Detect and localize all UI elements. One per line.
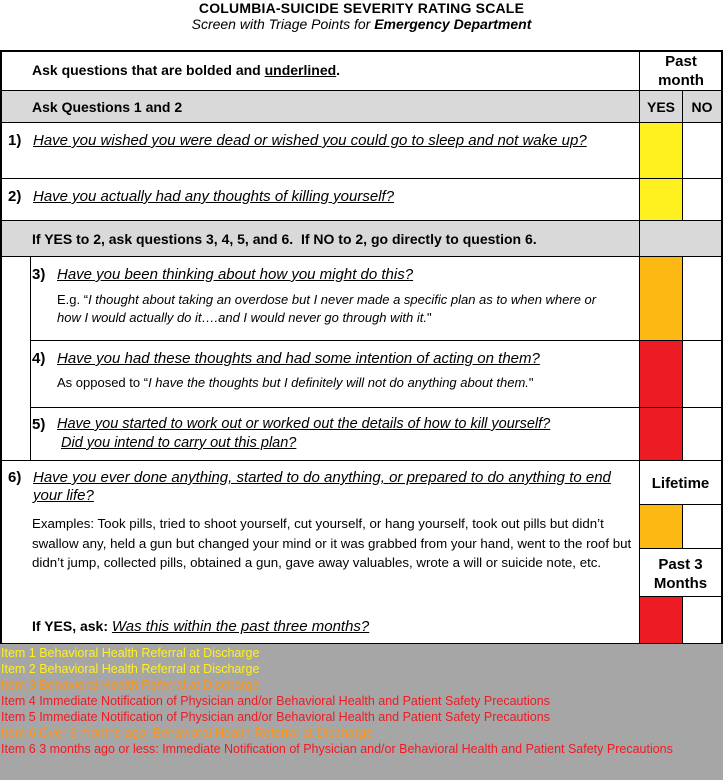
- lifetime-row-line: [639, 504, 723, 505]
- row-line: [0, 220, 723, 221]
- legend-item: Item 6 Over 3 months ago: Behavioral Health Referral at Discharge: [1, 726, 373, 740]
- q2-text: Have you actually had any thoughts of killing yourself?: [33, 188, 395, 205]
- q4-opposed-suffix: ": [528, 375, 534, 390]
- form-title: COLUMBIA-SUICIDE SEVERITY RATING SCALE: [198, 0, 525, 16]
- instructions: [32, 62, 340, 78]
- q3-example: [57, 291, 617, 327]
- form-subtitle: [0, 16, 723, 32]
- past3-row-line: [639, 596, 723, 597]
- legend-item: Item 2 Behavioral Health Referral at Discharge: [1, 662, 260, 676]
- subtitle-emphasis: Emergency Department: [374, 16, 532, 32]
- row-line: [0, 90, 723, 91]
- legend-item: Item 6 3 months ago or less: Immediate Notification of Physician and/or Behavioral Health and Patient Safety Precautions: [1, 742, 673, 756]
- col-past-3-months: Past 3 Months: [653, 556, 708, 592]
- q4-opposed-prefix: As opposed to “: [57, 375, 149, 390]
- col-lifetime: Lifetime: [651, 475, 710, 492]
- q6-number: 6): [8, 469, 22, 486]
- q6-examples: Examples: Took pills, tried to shoot yourself, cut yourself, or hang yourself, took out pills but didn’t swallow any, held a gun but changed your mind or it was grabbed from your hand, went to the roof but didn’t jump, collected pills, obtained a gun, gave away valuables, wrote a will or suicide note, etc.: [32, 516, 632, 570]
- row-line: [0, 256, 723, 257]
- subtitle-prefix: Screen with Triage Points for: [191, 16, 375, 32]
- q4-opposed: [57, 375, 534, 390]
- q2-yes-cell[interactable]: [640, 179, 682, 220]
- legend-item: Item 1 Behavioral Health Referral at Discharge: [1, 646, 260, 660]
- q3-number: 3): [32, 266, 46, 283]
- q1-number: 1): [8, 132, 22, 149]
- q3-example-text: I thought about taking an overdose but I never made a specific plan as to when where or how I would actually do it….and I would never go through with it.: [57, 292, 597, 325]
- q4-number: 4): [32, 350, 46, 367]
- q4-yes-cell[interactable]: [640, 341, 682, 407]
- row-line: [0, 460, 723, 461]
- column-divider-yes-no-lower: [682, 256, 683, 461]
- instructions-end: .: [336, 62, 341, 78]
- col-past-month: Past month: [658, 53, 704, 89]
- column-divider-yes-no-lifetime: [682, 504, 683, 549]
- col-yes: YES: [646, 99, 675, 115]
- table-border-left: [0, 50, 2, 644]
- lifetime-row-line: [639, 548, 723, 549]
- q6-lifetime-yes-cell[interactable]: [640, 505, 682, 548]
- instructions-underlined: underlined: [264, 62, 337, 78]
- q1-text: Have you wished you were dead or wished you could go to sleep and not wake up?: [33, 132, 587, 149]
- q5-text-line2: Did you intend to carry out this plan?: [61, 435, 297, 451]
- column-divider-yes-no-past3: [682, 596, 683, 644]
- instructions-text: Ask questions that are bolded and: [32, 62, 265, 78]
- row-line-inner: [30, 340, 723, 341]
- q6-text: Have you ever done anything, started to do anything, or prepared to do anything to end your life?: [33, 469, 611, 504]
- q5-yes-cell[interactable]: [640, 408, 682, 460]
- row-line-inner: [30, 407, 723, 408]
- q5-number: 5): [32, 416, 46, 433]
- q4-opposed-text: I have the thoughts but I definitely will not do anything about them.: [148, 375, 529, 390]
- legend-item: Item 4 Immediate Notification of Physician and/or Behavioral Health and Patient Safety Precautions: [1, 694, 550, 708]
- q5-text-line1: Have you started to work out or worked out the details of how to kill yourself?: [57, 416, 551, 432]
- q6-followup-text: Was this within the past three months?: [111, 618, 370, 635]
- row-line: [0, 178, 723, 179]
- legend-item: Item 3 Behavioral Health Referral at Discharge: [1, 678, 260, 692]
- branch-instruction: If YES to 2, ask questions 3, 4, 5, and 6. If NO to 2, go directly to question 6.: [32, 231, 537, 247]
- legend-item: Item 5 Immediate Notification of Physician and/or Behavioral Health and Patient Safety Precautions: [1, 710, 550, 724]
- q3-example-prefix: E.g. “: [57, 292, 89, 307]
- q2-number: 2): [8, 188, 22, 205]
- table-border-top: [0, 50, 723, 52]
- q6-past3-yes-cell[interactable]: [640, 597, 682, 643]
- indent-divider: [30, 256, 31, 461]
- q4-text: Have you had these thoughts and had some intention of acting on them?: [57, 350, 540, 367]
- section-header: Ask Questions 1 and 2: [32, 99, 183, 115]
- q6-followup-prefix: If YES, ask:: [32, 618, 112, 634]
- q3-yes-cell[interactable]: [640, 257, 682, 340]
- q6-followup: [32, 618, 369, 635]
- q3-example-suffix: ": [427, 310, 432, 325]
- row-line: [0, 122, 723, 123]
- q3-text: Have you been thinking about how you might do this?: [57, 266, 414, 283]
- q1-yes-cell[interactable]: [640, 123, 682, 178]
- col-no: NO: [691, 99, 713, 115]
